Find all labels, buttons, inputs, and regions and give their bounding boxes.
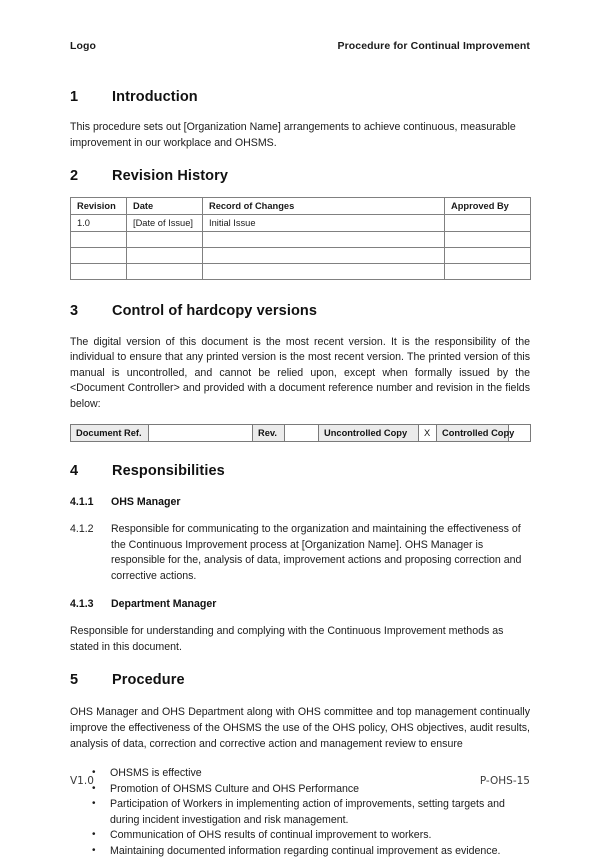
- paragraph-procedure: OHS Manager and OHS Department along with OHS committee and top management continually improve the effectiveness of the OHSMS the use of the OHS policy, OHS objectives, audit results, analysis of data, correction and corrective action and management review to ensure: [70, 706, 530, 750]
- label-controlled-copy: Controlled Copy: [437, 425, 509, 442]
- heading-number: 5: [70, 672, 79, 689]
- heading-number: 3: [70, 303, 79, 320]
- field-revision[interactable]: [285, 425, 319, 442]
- paragraph-department-manager: Responsible for understanding and complying with the Continuous Improvement methods as stated in this document.: [70, 625, 504, 653]
- revision-history-table: [70, 197, 531, 280]
- column-header-record: Record of Changes: [203, 198, 445, 215]
- bullet-marker-icon: •: [92, 829, 96, 841]
- subheading-title: Department Manager: [111, 598, 217, 611]
- heading-hardcopy-control: [70, 302, 530, 320]
- cell-revision[interactable]: [71, 248, 127, 264]
- cell-date[interactable]: [127, 248, 203, 264]
- cell-date[interactable]: [127, 264, 203, 280]
- heading-number: 1: [70, 89, 79, 105]
- field-uncontrolled-copy[interactable]: X: [419, 425, 437, 442]
- cell-record[interactable]: [203, 232, 445, 248]
- label-revision: Rev.: [253, 425, 285, 442]
- list-item-label: Communication of OHS results of continual improvement to workers.: [110, 829, 432, 842]
- cell-approved-by[interactable]: [445, 215, 531, 232]
- paragraph-number: 4.1.2: [70, 523, 94, 536]
- numbered-paragraph-ohs-manager-duties: [70, 522, 530, 584]
- cell-revision[interactable]: 1.0: [71, 215, 127, 232]
- table-row: [71, 264, 531, 280]
- paragraph-text: Responsible for communicating to the organization and maintaining the effectiveness of the Continuous Improvement process at [Organization Name]. OHS Manager is responsible for the, analysis of data, improvement actions and proposing correction and corrective actions.: [111, 523, 522, 582]
- list-item: [70, 844, 530, 860]
- label-document-ref: Document Ref.: [71, 425, 149, 442]
- table-row: [71, 215, 531, 232]
- logo-placeholder: Logo: [70, 40, 97, 52]
- document-reference-table: [70, 424, 531, 442]
- header-document-title: Procedure for Continual Improvement: [337, 40, 530, 52]
- table-row: [71, 232, 531, 248]
- heading-revision-history: [70, 167, 530, 185]
- column-header-revision: Revision: [71, 198, 127, 215]
- heading-title: Control of hardcopy versions: [112, 303, 318, 320]
- footer-document-code: P-OHS-15: [479, 775, 530, 787]
- cell-date[interactable]: [127, 232, 203, 248]
- document-header: [70, 40, 530, 52]
- document-body: [70, 88, 530, 860]
- subheading-number: 4.1.3: [70, 598, 94, 611]
- bullet-marker-icon: •: [92, 782, 96, 794]
- bullet-marker-icon: •: [92, 767, 96, 779]
- cell-record[interactable]: [203, 248, 445, 264]
- subheading-department-manager: [70, 598, 530, 612]
- cell-approved-by[interactable]: [445, 232, 531, 248]
- bullet-marker-icon: •: [92, 798, 96, 810]
- heading-number: 2: [70, 168, 79, 185]
- cell-revision[interactable]: [71, 264, 127, 280]
- table-row: [71, 425, 531, 442]
- heading-procedure: [70, 671, 530, 689]
- column-header-date: Date: [127, 198, 203, 215]
- cell-approved-by[interactable]: [445, 264, 531, 280]
- footer-version: V1.0: [70, 775, 94, 787]
- subheading-title: OHS Manager: [111, 496, 181, 509]
- heading-title: Procedure: [112, 672, 185, 689]
- cell-revision[interactable]: [71, 232, 127, 248]
- bullet-marker-icon: •: [92, 844, 96, 856]
- list-item-label: Promotion of OHSMS Culture and OHS Performance: [110, 782, 360, 795]
- label-uncontrolled-copy: Uncontrolled Copy: [319, 425, 419, 442]
- table-row: [71, 248, 531, 264]
- heading-introduction: [70, 88, 530, 106]
- field-document-ref[interactable]: [149, 425, 253, 442]
- list-item: [70, 797, 530, 828]
- heading-title: Introduction: [112, 89, 198, 105]
- cell-record[interactable]: [203, 264, 445, 280]
- heading-responsibilities: [70, 462, 530, 480]
- paragraph-introduction: This procedure sets out [Organization Name] arrangements to achieve continuous, measurable improvement in our workplace and OHSMS.: [70, 121, 516, 149]
- list-item-label: Maintaining documented information regarding continual improvement as evidence.: [110, 844, 501, 857]
- cell-record[interactable]: Initial Issue: [203, 215, 445, 232]
- list-item: [70, 828, 530, 844]
- heading-number: 4: [70, 463, 79, 480]
- heading-title: Revision History: [112, 168, 229, 185]
- heading-title: Responsibilities: [112, 463, 225, 480]
- subheading-ohs-manager: [70, 496, 530, 510]
- document-footer: [70, 775, 530, 787]
- cell-date[interactable]: [Date of Issue]: [127, 215, 203, 232]
- table-header-row: [71, 198, 531, 215]
- cell-approved-by[interactable]: [445, 248, 531, 264]
- subheading-number: 4.1.1: [70, 496, 94, 509]
- list-item-label: OHSMS is effective: [110, 767, 202, 780]
- paragraph-hardcopy-control: The digital version of this document is the most recent version. It is the responsibility of the individual to ensure that any printed version is the most recent version. The printed version of this manual is uncontrolled, and cannot be relied upon, except when formally issued by the <Document Controller> and provided with a document reference number and revision in the fields below:: [70, 335, 530, 410]
- column-header-approved-by: Approved By: [445, 198, 531, 215]
- list-item-label: Participation of Workers in implementing action of improvements, setting targets and during incident investigation and risk management.: [110, 798, 505, 826]
